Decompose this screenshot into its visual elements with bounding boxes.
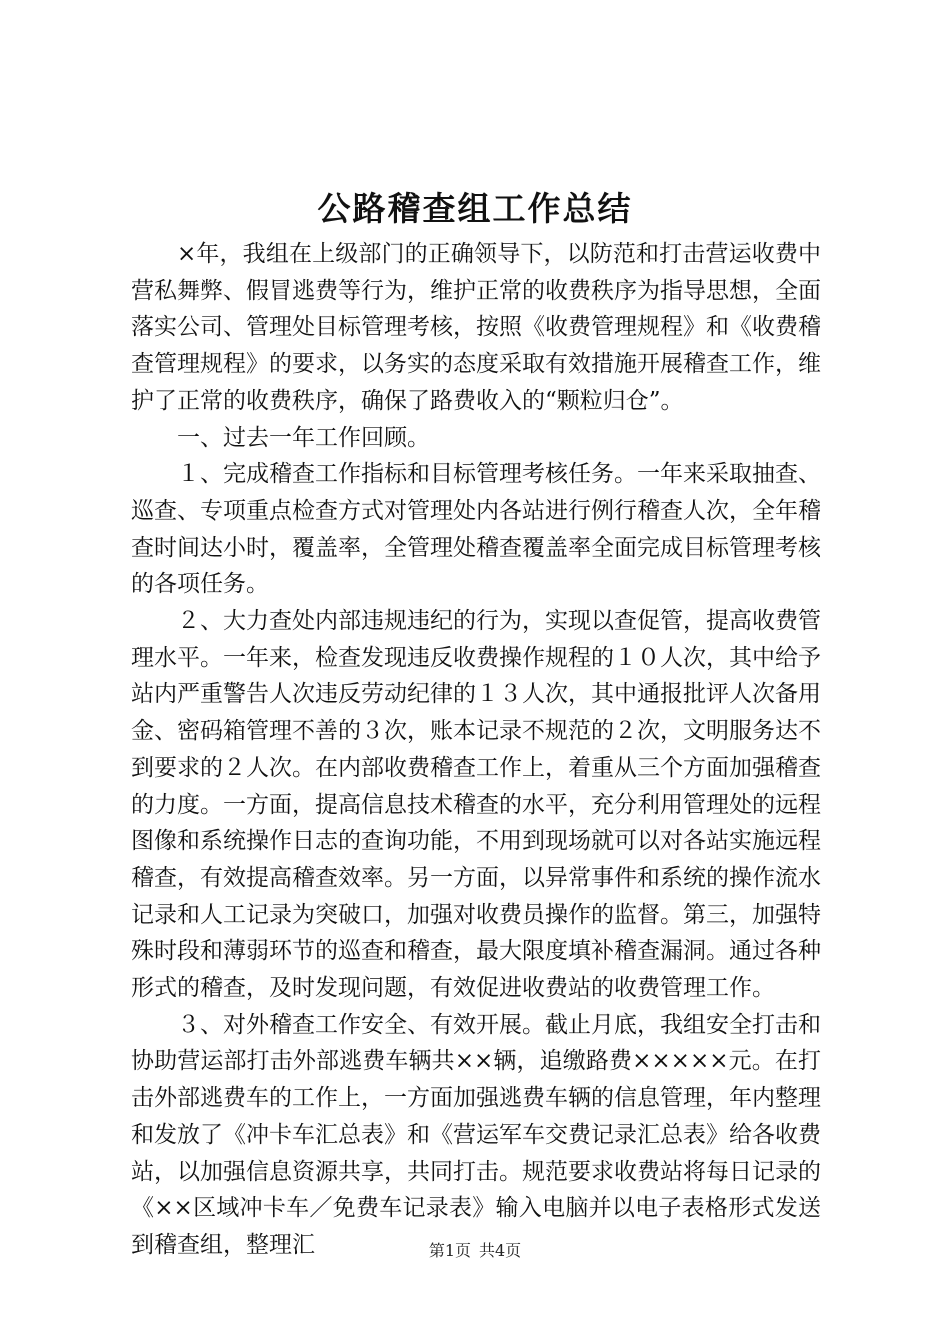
page-total: 共4页 xyxy=(479,1241,522,1260)
document-body xyxy=(131,236,821,1264)
paragraph-item-2: ２、大力查处内部违规违纪的行为，实现以查促管，提高收费管理水平。一年来，检查发现违反收费操作规程的１０人次，其中给予站内严重警告人次违反劳动纪律的１３人次，其中通报批评人次备用金、密码箱管理不善的３次，账本记录不规范的２次，文明服务达不到要求的２人次。在内部收费稽查工作上，着重从三个方面加强稽查的力度。一方面，提高信息技术稽查的水平，充分利用管理处的远程图像和系统操作日志的查询功能，不用到现场就可以对各站实施远程稽查，有效提高稽查效率。另一方面，以异常事件和系统的操作流水记录和人工记录为突破口，加强对收费员操作的监督。第三，加强特殊时段和薄弱环节的巡查和稽查，最大限度填补稽查漏洞。通过各种形式的稽查，及时发现问题，有效促进收费站的收费管理工作。 xyxy=(131,608,821,1002)
page-footer xyxy=(0,1240,950,1262)
paragraph-item-1: １、完成稽查工作指标和目标管理考核任务。一年来采取抽查、巡查、专项重点检查方式对管理处内各站进行例行稽查人次，全年稽查时间达小时，覆盖率，全管理处稽查覆盖率全面完成目标管理考核的各项任务。 xyxy=(131,461,821,598)
page-number: 第1页 xyxy=(428,1241,471,1260)
paragraph-intro: ×年，我组在上级部门的正确领导下，以防范和打击营运收费中营私舞弊、假冒逃费等行为，维护正常的收费秩序为指导思想，全面落实公司、管理处目标管理考核，按照《收费管理规程》和《收费稽查管理规程》的要求，以务实的态度采取有效措施开展稽查工作，维护了正常的收费秩序，确保了路费收入的“颗粒归仓”。 xyxy=(131,241,821,414)
section-heading: 一、过去一年工作回顾。 xyxy=(177,424,430,451)
paragraph-item-3: ３、对外稽查工作安全、有效开展。截止月底，我组安全打击和协助营运部打击外部逃费车辆共××辆，追缴路费×××××元。在打击外部逃费车的工作上，一方面加强逃费车辆的信息管理，年内整理和发放了《冲卡车汇总表》和《营运军车交费记录汇总表》给各收费站，以加强信息资源共享，共同打击。规范要求收费站将每日记录的《××区域冲卡车／免费车记录表》输入电脑并以电子表格形式发送到稽查组，整理汇 xyxy=(131,1011,821,1258)
document-title: 公路稽查组工作总结 xyxy=(317,189,633,228)
